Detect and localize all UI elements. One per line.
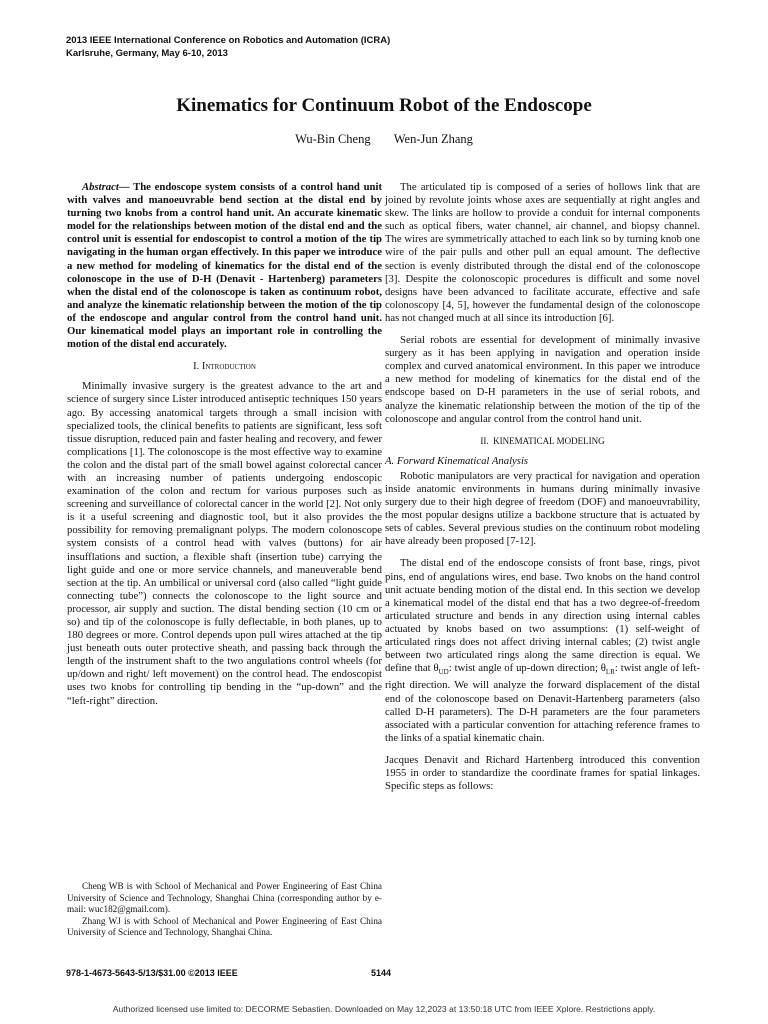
section-heading — [385, 435, 700, 448]
body-paragraph: The articulated tip is composed of a series of hollows link that are joined by revolute joints whose axes are sequentially at right angles and skew. The links are hollow to provide a conduit for internal components such as optical fibers, water channel, air channel, and biopsy channel. The wires are symmetrically attached to each link so by turning knob one wire of the pair pulls and other pull an equal amount. The deflective section is evenly distributed through the distal end of the colonoscope [3]. Despite the colonoscopic procedures is difficult and some novel designs have been advanced to facilitate accurate, effective and safe colonoscopy [4, 5], however the fundamental design of the colonoscope has not changed much at all since its introduction [6]. — [385, 181, 700, 324]
section-number: I. — [193, 361, 200, 373]
subscript: UD — [438, 668, 449, 677]
abstract-label: Abstract— — [82, 181, 130, 193]
text-run: The distal end of the endoscope consists of front base, rings, pivot pins, end of angulations wires, end base. Two knobs on the hand control unit actuate bending motion of the distal end. In this section we develop a kinematical model of the distal end that has a two degree-of-freedom articulated structure and bends in any direction using internal cables actuated by knobs based on two assumptions: (1) self-weight of articulated rings does not affect driving internal cables; (2) twist angle between two articulated rings along the same direction is equal. We define that θ — [385, 557, 700, 675]
footnote: Cheng WB is with School of Mechanical and Power Engineering of East China University of Science and Technology, Shanghai China (corresponding author by e-mail: wuc182@gmail.com). — [67, 881, 382, 914]
isbn-line: 978-1-4673-5643-5/13/$31.00 ©2013 IEEE — [66, 968, 238, 978]
body-paragraph: Serial robots are essential for development of minimally invasive surgery as it has been applying in navigation and operation inside complex and curved anatomical environment. In this paper we introduce a new method for modeling of kinematics for the distal end of the endscope based on D-H parameters in the use of serial robots, and analyze the kinematic relationship between the motion of the tip of the colonoscope and angular control from the control hand unit. — [385, 334, 700, 425]
page-number: 5144 — [371, 968, 392, 978]
body-paragraph: Minimally invasive surgery is the greatest advance to the art and science of surgery since Lister introduced antiseptic techniques 150 years ago. By accessing anatomical targets through a small incision with specialized tools, the clinical benefits to patients are significant, less soft tissue disruption, reduced pain and faster healing and recovery, and fewer complications [1]. The colonoscope is the most effective way to examine the colon and the distal part of the small bowel against colorectal cancer with an increasing number of patients undergoing endoscopic examination of the colon and rectum for various purposes such as screening and surveillance of colorectal cancer in the world [2]. Not only is it a useful screening and diagnostic tool, but it also provides the possibility for removing premalignant polyps. The modern colonoscope system consists of a control head with valves (buttons) for air insufflations and suction, a flexible shaft (insertion tube) carrying the light guide and one or more service channels, and maneuverable bend section at the tip. An umbilical or universal cord (also called “light guide connecting tube”) connects the colonoscope to the light source and processor, air supply and suction. The distal bending section (10 cm or so) and tip of the colonoscope is fully deflectable, in both planes, up to 180 degrees or more. Control depends upon pull wires attached at the tip just beneath outs outer protective sheath, and passing back through the length of the instrument shaft to the two angulations control wheels (for up/down and right/ left movement) on the control head. The endoscopist uses two knobs for controlling tip bending in the “up-down” and the “left-right” direction. — [67, 380, 382, 707]
section-heading — [67, 360, 382, 373]
text-run: : twist angle of left-right direction. We will analyze the forward displacement of the distal end of the colonoscope based on Denavit-Hartenberg parameters (also called D-H parameters). The D-H parameters are the four parameters associated with a particular convention for attaching reference frames to the links of a spatial kinematic chain. — [385, 662, 701, 744]
subscript: LR — [605, 668, 615, 677]
section-title: Introduction — [201, 361, 256, 373]
section-number: II. — [480, 435, 489, 446]
footnotes — [67, 881, 382, 939]
abstract — [67, 181, 382, 351]
author-list — [0, 132, 768, 147]
paper-title: Kinematics for Continuum Robot of the Endoscope — [176, 95, 592, 116]
author-name: Wen-Jun Zhang — [393, 132, 473, 146]
left-column — [67, 181, 382, 717]
license-notice: Authorized licensed use limited to: DECORME Sebastien. Downloaded on May 12,2023 at 13:50:18 UTC from IEEE Xplore. Restrictions apply. — [112, 1004, 656, 1014]
conference-name: 2013 IEEE International Conference on Robotics and Automation (ICRA) — [66, 35, 391, 46]
abstract-text: The endoscope system consists of a control hand unit with valves and manoeuvrable bend section at the distal end by turning two knobs from a control hand unit. An accurate kinematic model for the relationships between motion of the distal end and the control unit is essential for endoscopist to control a motion of the tip navigating in the human organ effectively. In this paper we introduce a new method for modeling of kinematics for the distal end of the colonoscope in the use of D-H (Denavit - Hartenberg) parameters when the distal end of the colonoscope is taken as continuum robot, and analyze the kinematic relationship between the motion of the tip of the endoscope and angular control from the control hand unit. Our kinematical model plays an important role in controlling the motion of the distal end accurately. — [67, 181, 382, 351]
conference-location: Karlsruhe, Germany, May 6-10, 2013 — [66, 48, 228, 59]
author-name: Wu-Bin Cheng — [295, 132, 371, 146]
footnote: Zhang WJ is with School of Mechanical and Power Engineering of East China University of Science and Technology, Shanghai China. — [67, 915, 382, 937]
body-paragraph — [385, 557, 700, 744]
body-paragraph: Jacques Denavit and Richard Hartenberg introduced this convention 1955 in order to standardize the coordinate frames for spatial linkages. Specific steps as follows: — [385, 753, 700, 793]
right-column — [385, 181, 700, 802]
text-run: : twist angle of up-down direction; θ — [448, 662, 606, 675]
body-paragraph: Robotic manipulators are very practical for navigation and operation inside anatomic environments in humans during minimally invasive surgery due to their high degree of freedom (DOF) and manoeuvrability, the most popular designs utilize a backbone structure that is actuated by sets of cables. Several previous studies on the continuum robot modeling have already been proposed [7-12]. — [385, 469, 700, 548]
section-title: KINEMATICAL MODELING — [493, 435, 605, 446]
conference-header — [66, 34, 390, 60]
subsection-heading: A. Forward Kinematical Analysis — [385, 454, 529, 467]
